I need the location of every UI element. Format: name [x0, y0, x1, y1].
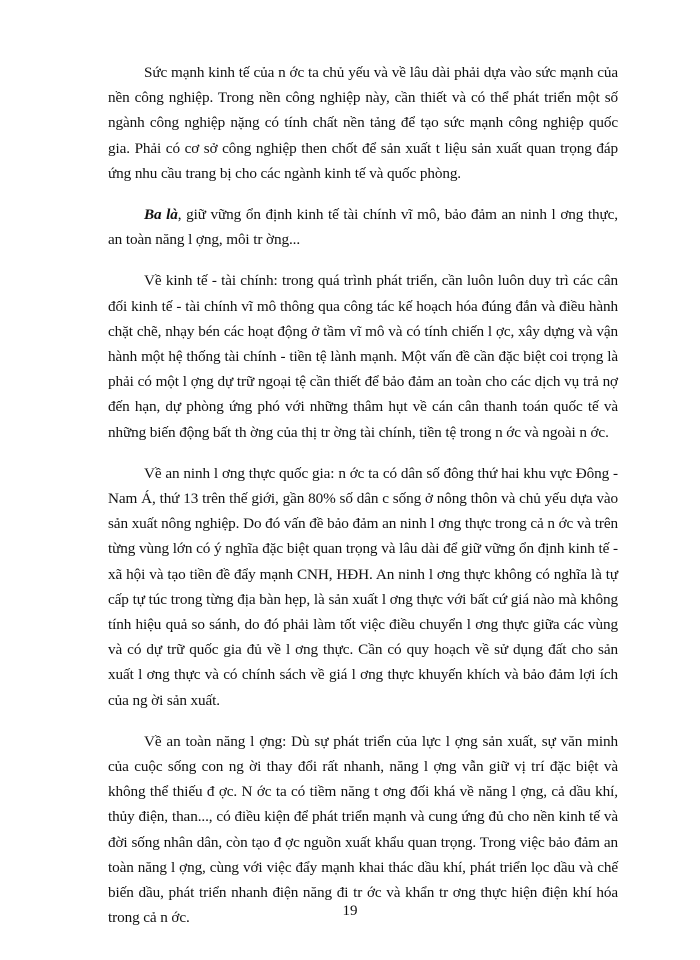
- paragraph-text: Về an toàn năng l ợng: Dù sự phát triển của lực l ợng sản xuất, sự văn minh của cuộc sống con ng ời thay đổi rất nhanh, năng l ợng vẫn giữ vị trí đặc biệt và không thể thiếu đ ợc. N ớc ta có tiềm năng t ơng đối khá về năng l ợng, cả dầu khí, thủy điện, than..., có điều kiện để phát triển mạnh và cung ứng đủ cho nền kinh tế và đời sống nhân dân, còn tạo đ ợc nguồn xuất khẩu quan trọng. Trong việc bảo đảm an toàn năng l ợng, cùng với việc đẩy mạnh khai thác dầu khí, phát triển lọc dầu và chế biến dầu, phát triển nhanh điện năng đi tr ớc và khẩn tr ơng thực hiện điện khí hóa trong cả n ớc.: [108, 732, 618, 927]
- paragraph-industry: [108, 60, 618, 186]
- paragraph-text: Sức mạnh kinh tế của n ớc ta chủ yếu và về lâu dài phải dựa vào sức mạnh của nền công nghiệp. Trong nền công nghiệp này, cần thiết và có thể phát triển một số ngành công nghiệp nặng có tính chất nền tảng để tạo sức mạnh công nghiệp quốc gia. Phải có cơ sở công nghiệp then chốt để sản xuất t liệu sản xuất quan trọng đáp ứng nhu cầu trang bị cho các ngành kinh tế và quốc phòng.: [108, 64, 618, 182]
- paragraph-finance: [108, 268, 618, 444]
- paragraph-text: Về kinh tế - tài chính: trong quá trình phát triển, cần luôn luôn duy trì các cân đối kinh tế - tài chính vĩ mô thông qua công tác kế hoạch hóa đúng đắn và điều hành chặt chẽ, nhạy bén các hoạt động ở tầm vĩ mô và có tính chiến l ợc, xây dựng và vận hành một hệ thống tài chính - tiền tệ lành mạnh. Một vấn đề cần đặc biệt coi trọng là phải có một l ợng dự trữ ngoại tệ cần thiết để bảo đảm an toàn cho các dịch vụ trả nợ đến hạn, dự phòng ứng phó với những thâm hụt về cán cân thanh toán quốc tế và những biến động bất th ờng của thị tr ờng tài chính, tiền tệ trong n ớc và ngoài n ớc.: [108, 272, 618, 441]
- paragraph-text: , giữ vững ổn định kinh tế tài chính vĩ mô, bảo đảm an ninh l ơng thực, an toàn năng l ợng, môi tr ờng...: [108, 206, 618, 249]
- paragraph-food-security: [108, 461, 618, 713]
- paragraph-energy-security: [108, 729, 618, 931]
- page-number: 19: [342, 903, 358, 919]
- paragraph-lead: Ba là: [144, 206, 178, 224]
- paragraph-third-point: [108, 202, 618, 252]
- document-body: [108, 60, 618, 947]
- paragraph-text: Về an ninh l ơng thực quốc gia: n ớc ta có dân số đông thứ hai khu vực Đông - Nam Á, thứ 13 trên thế giới, gần 80% số dân c sống ở nông thôn và chủ yếu dựa vào sản xuất nông nghiệp. Do đó vấn đề bảo đảm an ninh l ơng thực trong cả n ớc và trên từng vùng lớn có ý nghĩa đặc biệt quan trọng và lâu dài để giữ vững ổn định kinh tế - xã hội và tạo tiền đề đẩy mạnh CNH, HĐH. An ninh l ơng thực không có nghĩa là tự cấp tự túc trong từng địa bàn hẹp, là sản xuất l ơng thực với bất cứ giá nào mà không tính hiệu quả so sánh, do đó phải làm tốt việc điều chuyển l ơng thực giữa các vùng và có dự trữ quốc gia đủ về l ơng thực. Cần có quy hoạch về sử dụng đất cho sản xuất l ơng thực và có chính sách về giá l ơng thực khuyến khích và bảo đảm lợi ích của ng ời sản xuất.: [108, 464, 618, 709]
